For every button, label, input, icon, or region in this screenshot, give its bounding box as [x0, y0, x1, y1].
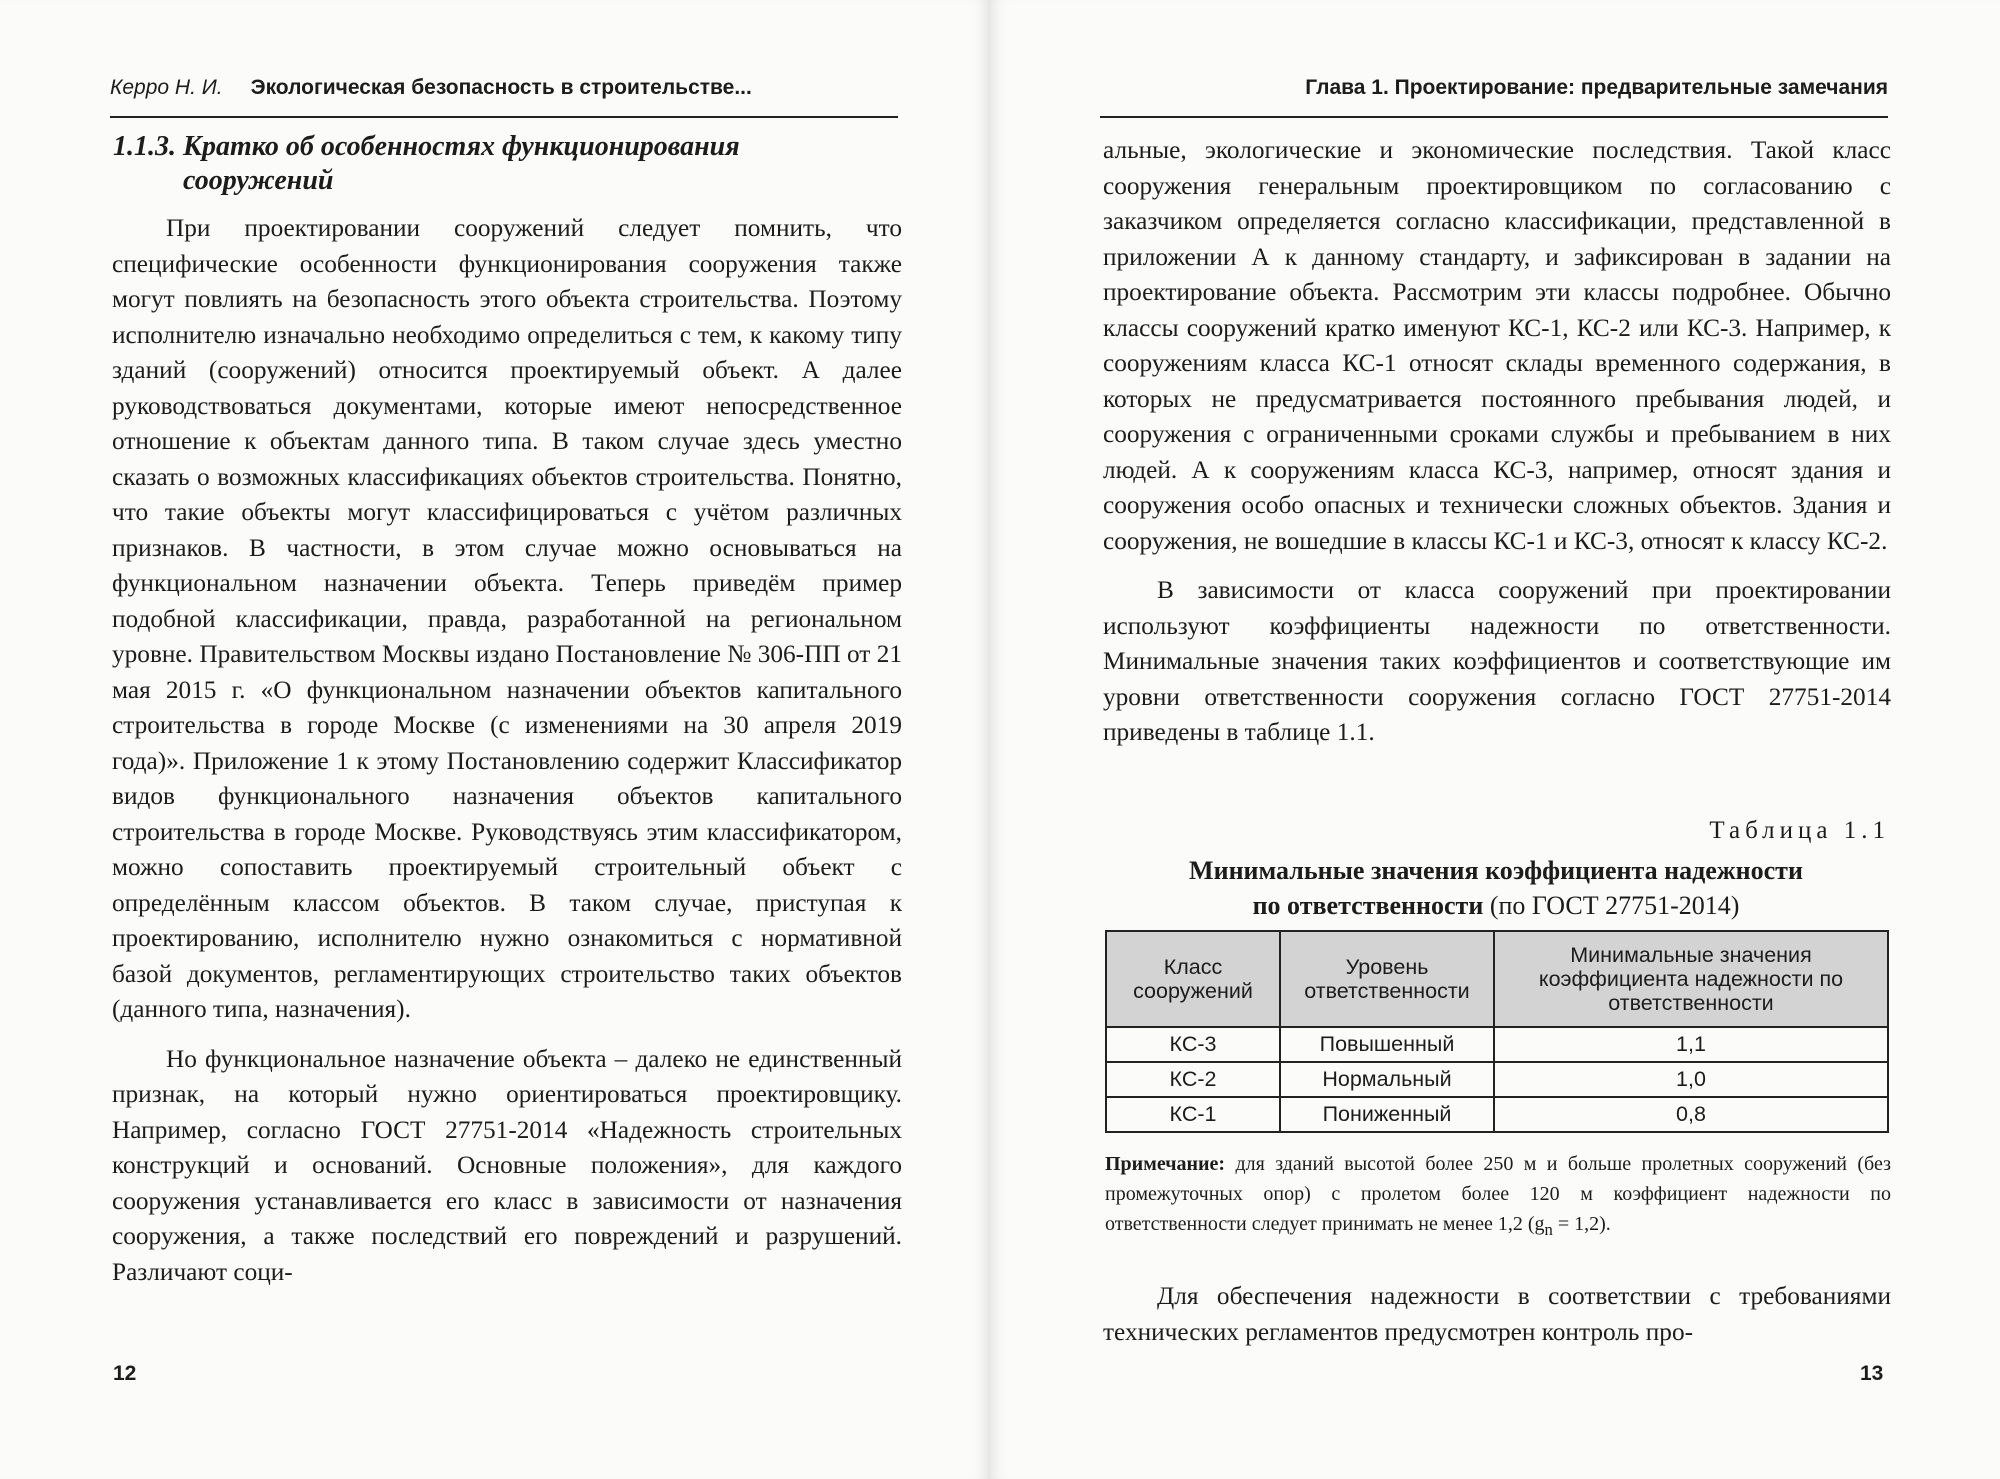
note-label: Примечание:: [1105, 1153, 1226, 1175]
section-heading-line-2: сооружений: [183, 165, 334, 196]
table-caption-bold-2: по ответственности: [1252, 891, 1484, 920]
table-caption: [1102, 853, 1890, 923]
table-cell: Нормальный: [1280, 1062, 1494, 1097]
left-body-text: [112, 211, 902, 1290]
table-label: Таблица 1.1: [1709, 817, 1890, 844]
table-header-row: [1106, 931, 1888, 1027]
right-page: [990, 0, 2000, 1479]
table-cell: 1,0: [1494, 1062, 1888, 1097]
paragraph: При проектировании сооружений следует помнить, что специфические особенности функционирования сооружения также могут повлиять на безопасность этого объекта строительства. Поэтому исполнителю изначально необходимо определиться с тем, к какому типу зданий (сооружений) относится проектируемый объект. А далее руководствоваться документами, которые имеют непосредственное отношение к объектам данного типа. В таком случае здесь уместно сказать о возможных классификациях объектов строительства. Понятно, что такие объекты могут классифицироваться с учётом различных признаков. В частности, в этом случае можно основываться на функциональном назначении объекта. Теперь приведём пример подобной классификации, правда, разработанной на региональном уровне. Правительством Москвы издано Постановление № 306-ПП от 21 мая 2015 г. «О функциональном назначении объектов капитального строительства в городе Москве (с изменениями на 30 апреля 2019 года)». Приложение 1 к этому Постановлению содержит Классификатор видов функционального назначения объектов капитального строительства в городе Москве. Руководствуясь этим классификатором, можно сопоставить проектируемый строительный объект с определённым классом объектов. В таком случае, приступая к проектированию, исполнителю нужно ознакомиться с нормативной базой документов, регламентирующих строительство таких объектов (данного типа, назначения).: [112, 214, 902, 1023]
section-heading: [113, 130, 899, 198]
chapter-title: Глава 1. Проектирование: предварительные замечания: [1305, 76, 1888, 99]
page-number-left: 12: [113, 1362, 137, 1385]
note-text-end: = 1,2).: [1552, 1213, 1611, 1235]
paragraph: В зависимости от класса сооружений при проектировании используют коэффициенты надежности по ответственности. Минимальные значения таких коэффициентов и соответствующие им уровни ответственности сооружения согласно ГОСТ 27751-2014 приведены в таблице 1.1.: [1103, 576, 1891, 746]
column-header: Уровень ответственности: [1280, 931, 1494, 1027]
table-caption-source: (по ГОСТ 27751-2014): [1483, 891, 1740, 920]
author-name: Керро Н. И.: [110, 76, 223, 99]
right-final-text: [1103, 1279, 1891, 1350]
table-note: [1105, 1149, 1891, 1245]
table-cell: КС-1: [1106, 1097, 1280, 1132]
column-header: Минимальные значения коэффициента надежности по ответственности: [1494, 931, 1888, 1027]
right-running-head: [1100, 76, 1888, 118]
table-cell: 0,8: [1494, 1097, 1888, 1132]
column-header: Класс сооружений: [1106, 931, 1280, 1027]
left-running-head: [110, 76, 898, 118]
table-row: [1106, 1062, 1888, 1097]
table-caption-bold-1: Минимальные значения коэффициента надежности: [1189, 856, 1803, 885]
table-cell: Повышенный: [1280, 1027, 1494, 1062]
book-title: Экологическая безопасность в строительстве...: [250, 76, 752, 99]
note-subscript: n: [1544, 1220, 1553, 1239]
table-cell: КС-3: [1106, 1027, 1280, 1062]
left-page: [0, 0, 990, 1479]
paragraph: Для обеспечения надежности в соответствии с требованиями технических регламентов предусмотрен контроль про-: [1103, 1282, 1891, 1346]
table-cell: Пониженный: [1280, 1097, 1494, 1132]
page-number-right: 13: [1860, 1362, 1884, 1385]
right-body-text: [1103, 133, 1891, 751]
paragraph: Но функциональное назначение объекта – далеко не единственный признак, на который нужно ориентироваться проектировщику. Например, согласно ГОСТ 27751-2014 «Надежность строительных конструкций и оснований. Основные положения», для каждого сооружения устанавливается его класс в зависимости от назначения сооружения, а также последствий его повреждений и разрушений. Различают соци-: [112, 1044, 902, 1286]
section-heading-line-1: 1.1.3. Кратко об особенностях функционирования: [113, 131, 740, 162]
table-row: [1106, 1097, 1888, 1132]
note-text: для зданий высотой более 250 м и больше пролетных сооружений (без промежуточных опор) с пролетом более 120 м коэффициент надежности по ответственности следует принимать не менее 1,2 (g: [1105, 1153, 1891, 1235]
table-row: [1106, 1027, 1888, 1062]
table-cell: 1,1: [1494, 1027, 1888, 1062]
paragraph: альные, экологические и экономические последствия. Такой класс сооружения генеральным проектировщиком по согласованию с заказчиком определяется согласно классификации, представленной в приложении А к данному стандарту, и зафиксирован в задании на проектирование объекта. Рассмотрим эти классы подробнее. Обычно классы сооружений кратко именуют КС-1, КС-2 или КС-3. Например, к сооружениям класса КС-1 относят склады временного содержания, в которых не предусматривается постоянного пребывания людей, и сооружения с ограниченными сроками службы и пребыванием в них людей. А к сооружениям класса КС-3, например, относят здания и сооружения особо опасных и технически сложных объектов. Здания и сооружения, не вошедшие в классы КС-1 и КС-3, относят к классу КС-2.: [1103, 136, 1891, 555]
reliability-table: [1105, 930, 1889, 1133]
table-cell: КС-2: [1106, 1062, 1280, 1097]
